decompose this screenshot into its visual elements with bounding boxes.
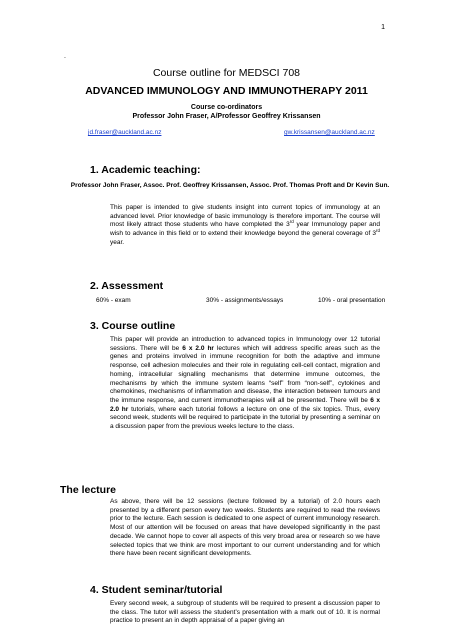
lecture-duration: 6 x 2.0 hr: [182, 344, 214, 352]
section-heading-the-lecture: The lecture: [60, 484, 117, 496]
section-heading-course-outline: 3. Course outline: [90, 320, 176, 332]
section-heading-student-seminar: 4. Student seminar/tutorial: [90, 584, 223, 596]
assessment-exam: 60% - exam: [96, 297, 131, 304]
outline-text-2: lectures which will address specific areas such as the genes and proteins involved in immune recognition for both the adaptive and immune response, cell adhesion molecules and their role in regulating cell-cell contact, migration and homing, intracellular signalling mechanisms that determine immune outcomes, the mechanisms by which the immune system learns “self” from “non-self”, cytokines and chemokines, mechanisms of inflammation and disease, the interaction between tumours and the immune response, and current immunotherapies will all be presented. There will be: [110, 344, 380, 404]
assessment-assignments: 30% - assignments/essays: [206, 297, 284, 304]
para-text-b: year Immunology paper and wish to advance in this field or to extend their knowledge beyond the general coverage of 3: [110, 221, 381, 238]
coordinators-block: [0, 103, 453, 121]
lecture-paragraph: As above, there will be 12 sessions (lecture followed by a tutorial) of 2.0 hours each presented by a different person every two weeks. Students are required to read the reviews prior to the lecture. Each session is dedicated to one aspect of current immunology research. Most of our attention will be focused on areas that have developed significantly in the past decade. We cannot hope to cover all aspects of this very broad area or research so we have selected topics that we think are most important to our current understanding and for which there have been recent significant developments.: [110, 498, 380, 558]
section-heading-assessment: 2. Assessment: [90, 280, 164, 292]
academic-teaching-paragraph: [110, 204, 380, 248]
tutorial-duration: 6 x 2.0 hr: [110, 396, 380, 413]
superscript-rd: rd: [375, 227, 380, 233]
course-outline-paragraph: [110, 336, 380, 432]
coordinators-names: Professor John Fraser, A/Professor Geoffrey Krissansen: [132, 113, 321, 120]
teaching-staff: Professor John Fraser, Assoc. Prof. Geoffrey Krissansen, Assoc. Prof. Thomas Proft and Dr Kevin Sun.: [70, 182, 390, 189]
email-link-fraser[interactable]: jd.fraser@auckland.ac.nz: [88, 129, 162, 136]
superscript-rd: rd: [289, 219, 294, 225]
para-text-a: This paper is intended to give students insight into current topics of immunology at an advanced level. Prior knowledge of basic immunology is therefore important. The course will most likely attract those students who have completed the 3: [110, 204, 380, 229]
outline-text-3: tutorials, where each tutorial follows a lecture on one of the six topics. Thus, every second week, students will be required to participate in the tutorial by presenting a seminar on a discussion paper from the previous weeks lecture to the class.: [110, 405, 381, 431]
outline-text-1: This paper will provide an introduction to advanced topics in Immunology over 12 tutorial sessions. There will be: [110, 336, 380, 352]
page-number: 1: [381, 24, 385, 31]
section-heading-academic-teaching: 1. Academic teaching:: [90, 164, 201, 176]
email-link-krissansen[interactable]: gw.krissansen@auckland.ac.nz: [284, 129, 375, 136]
student-seminar-paragraph: Every second week, a subgroup of students will be required to present a discussion paper to the class. The tutor will assess the student’s presentation with a mark out of 10. It is normal practice to present an in depth appraisal of a paper giving an: [110, 600, 380, 625]
course-title: ADVANCED IMMUNOLOGY AND IMMUNOTHERAPY 2011: [85, 85, 368, 97]
coordinators-heading: Course co-ordinators: [190, 104, 263, 111]
assessment-oral: 10% - oral presentation: [318, 297, 386, 304]
para-text-c: year.: [110, 238, 125, 246]
stray-mark: .: [64, 53, 66, 60]
document-title: Course outline for MEDSCI 708: [152, 67, 301, 79]
